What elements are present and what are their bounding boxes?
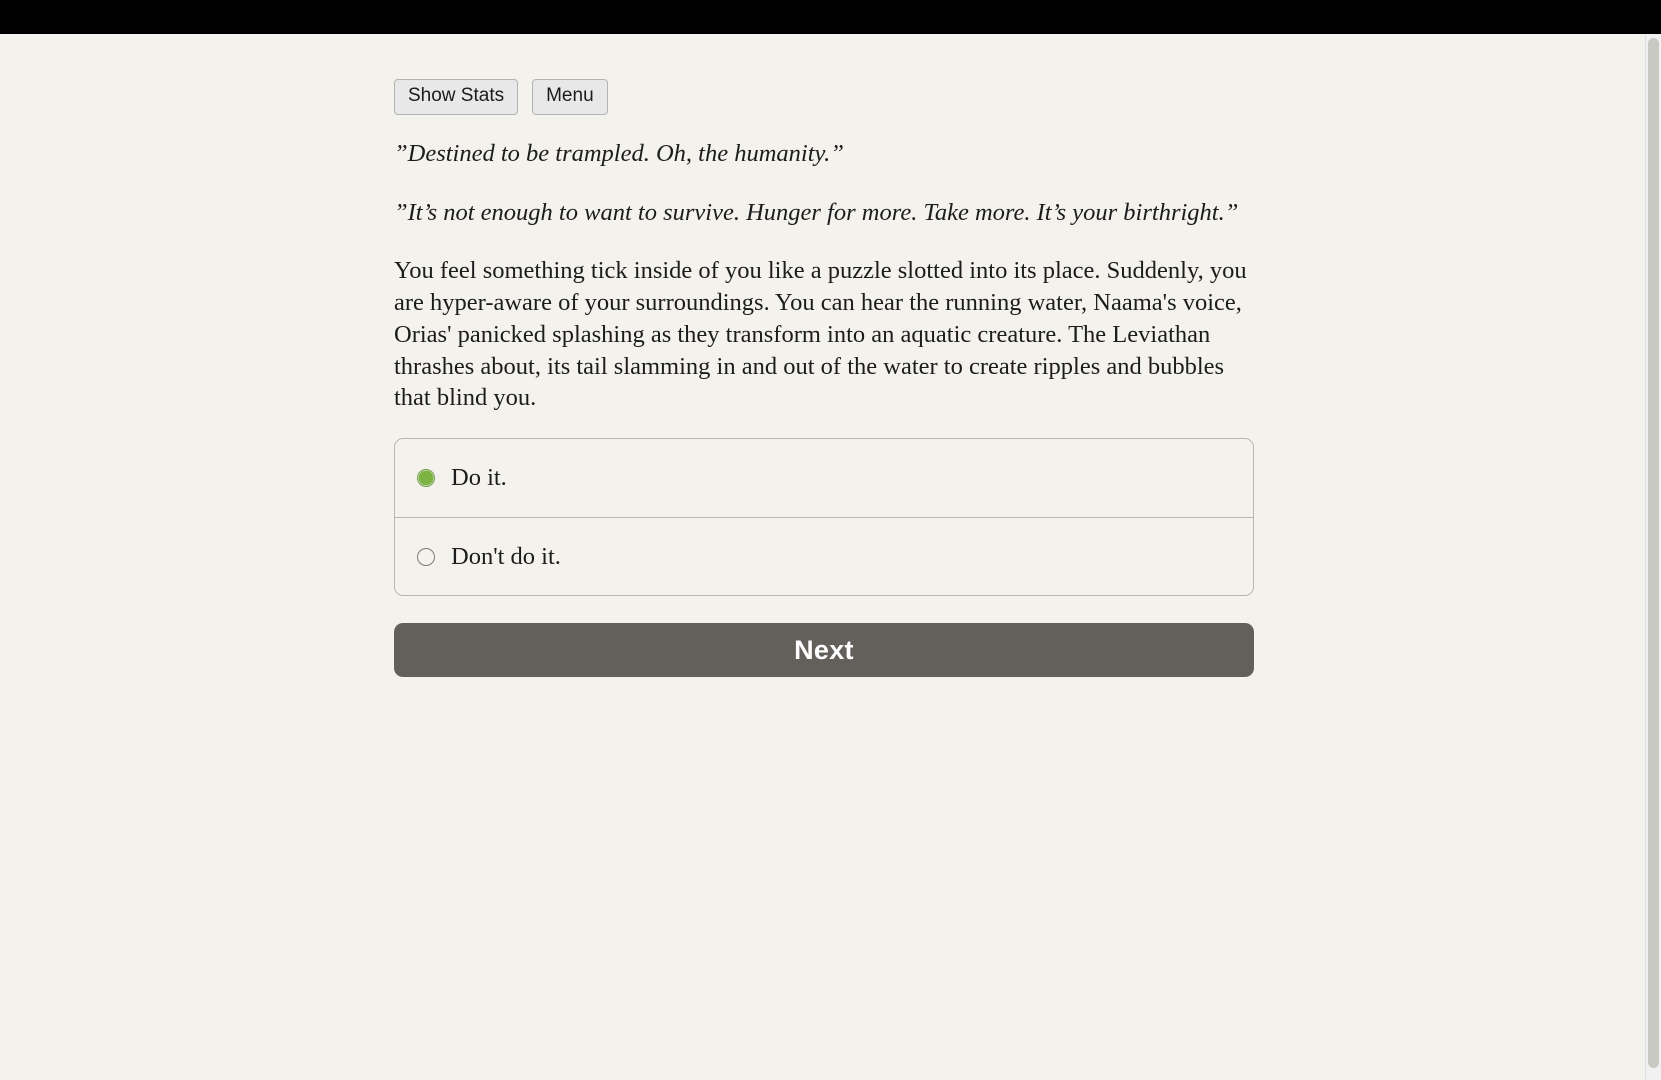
choice-option-dont-do-it[interactable] <box>395 517 1253 595</box>
radio-unselected-icon[interactable] <box>417 548 435 566</box>
browser-top-bar <box>0 0 1661 34</box>
choice-label: Do it. <box>451 464 507 492</box>
menu-button[interactable]: Menu <box>532 79 608 115</box>
story-quote-2: ”It’s not enough to want to survive. Hunger for more. Take more. It’s your birthright.” <box>394 198 1239 226</box>
toolbar <box>394 79 1256 115</box>
vertical-scrollbar[interactable] <box>1645 34 1661 1080</box>
show-stats-button[interactable]: Show Stats <box>394 79 518 115</box>
next-button[interactable]: Next <box>394 623 1254 677</box>
story-paragraph: You feel something tick inside of you like a puzzle slotted into its place. Suddenly, you are hyper-aware of your surroundings. You can hear the running water, Naama's voice, Orias' panicked splashing as they transform into an aquatic creature. The Leviathan thrashes about, its tail slamming in and out of the water to create ripples and bubbles that blind you. <box>394 256 1247 412</box>
choice-label: Don't do it. <box>451 542 561 570</box>
choice-list <box>394 438 1254 596</box>
choice-option-do-it[interactable] <box>395 439 1253 517</box>
scrollbar-thumb[interactable] <box>1648 38 1659 1068</box>
page-viewport <box>0 34 1645 1080</box>
story-content <box>394 79 1256 677</box>
story-quote-1: ”Destined to be trampled. Oh, the humanity.” <box>394 139 844 167</box>
radio-selected-icon[interactable] <box>417 469 435 487</box>
